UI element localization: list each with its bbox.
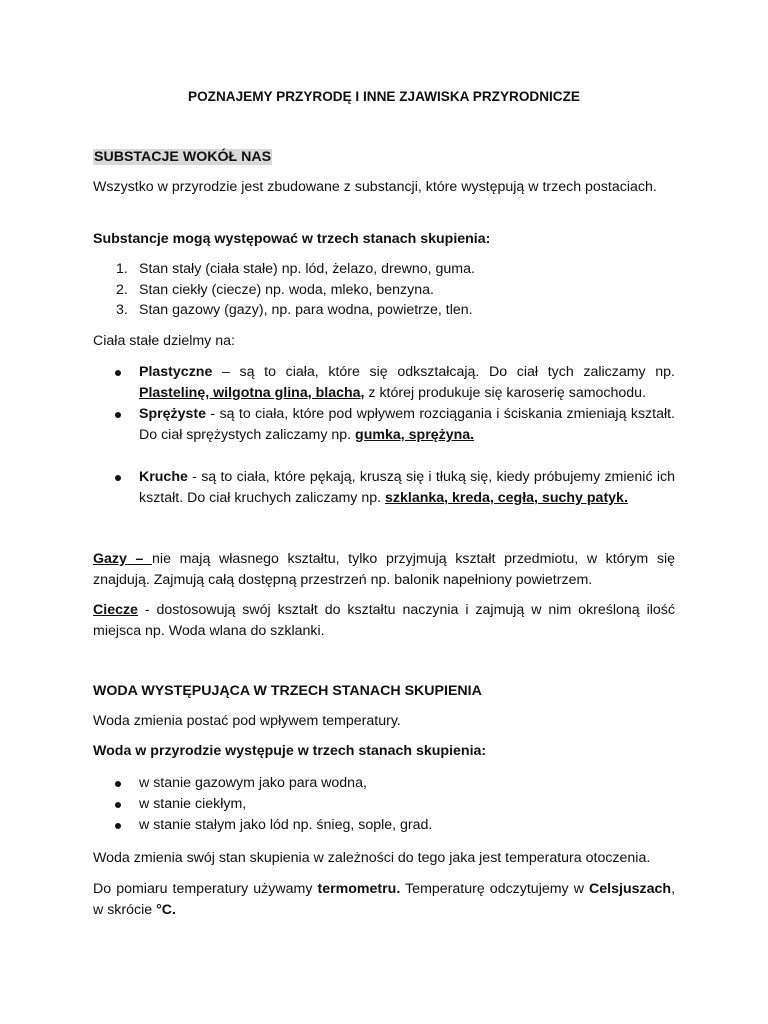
states-list <box>93 259 675 321</box>
bullet-icon <box>115 370 121 376</box>
gases-paragraph: Gazy – nie mają własnego kształtu, tylko przyjmują kształt przedmiotu, w którym się znajdują. Zajmują całą dostępną przestrzeń np. balonik napełniony powietrzem. <box>93 551 675 588</box>
bullet-icon <box>115 475 121 481</box>
liquids-paragraph: Ciecze - dostosowują swój kształt do kształtu naczynia i zajmują w nim określoną ilość miejsca np. Woda wlana do szklanki. <box>93 602 675 639</box>
bullet-icon <box>115 802 121 808</box>
section1-intro: Wszystko w przyrodzie jest zbudowane z substancji, które występują w trzech postaciach. <box>93 179 657 195</box>
section2-states-heading: Woda w przyrodzie występuje w trzech stanach skupienia: <box>93 743 487 759</box>
section1-heading: SUBSTACJE WOKÓŁ NAS <box>94 149 272 165</box>
bullet-icon <box>115 781 121 787</box>
solids-list-continued <box>93 467 675 509</box>
bullet-icon <box>115 412 121 418</box>
section2-heading: WODA WYSTĘPUJĄCA W TRZECH STANACH SKUPIENIA <box>93 683 482 699</box>
solids-intro: Ciała stałe dzielmy na: <box>93 333 235 349</box>
page-title: POZNAJEMY PRZYRODĘ I INNE ZJAWISKA PRZYRODNICZE <box>188 89 580 104</box>
bullet-icon <box>115 823 121 829</box>
water-change-paragraph: Woda zmienia swój stan skupienia w zależności do tego jaka jest temperatura otoczenia. <box>93 850 651 866</box>
list-item: w stanie stałym jako lód np. śnieg, sople, grad. <box>93 815 675 836</box>
solids-list <box>93 362 675 446</box>
list-item: w stanie gazowym jako para wodna, <box>93 773 675 794</box>
list-item: 3. Stan gazowy (gazy), np. para wodna, powietrze, tlen. <box>116 302 473 318</box>
section2-intro: Woda zmienia postać pod wpływem temperatury. <box>93 713 401 729</box>
list-item: 1. Stan stały (ciała stałe) np. lód, żelazo, drewno, guma. <box>116 261 475 277</box>
list-item: Sprężyste - są to ciała, które pod wpływem rozciągania i ściskania zmieniają kształt. Do ciał sprężystych zaliczamy np. gumka, sprężyna. <box>93 404 675 446</box>
list-item: 2. Stan ciekły (ciecze) np. woda, mleko, benzyna. <box>116 281 434 298</box>
water-states-list <box>93 773 675 836</box>
list-item: w stanie ciekłym, <box>93 794 675 815</box>
list-item: Plastyczne – są to ciała, które się odkształcają. Do ciał tych zaliczamy np. Plastelinę, wilgotna glina, blacha, z której produkuje się karoserię samochodu. <box>93 362 675 404</box>
list-item: Kruche - są to ciała, które pękają, kruszą się i tłuką się, kiedy próbujemy zmienić ich kształt. Do ciał kruchych zaliczamy np. szklanka, kreda, cegła, suchy patyk. <box>93 467 675 509</box>
measure-paragraph: Do pomiaru temperatury używamy termometru. Temperaturę odczytujemy w Celsjuszach, w skrócie °C. <box>93 881 676 918</box>
section1-heading-block <box>93 147 675 168</box>
section1-states-heading: Substancje mogą występować w trzech stanach skupienia: <box>93 231 491 247</box>
